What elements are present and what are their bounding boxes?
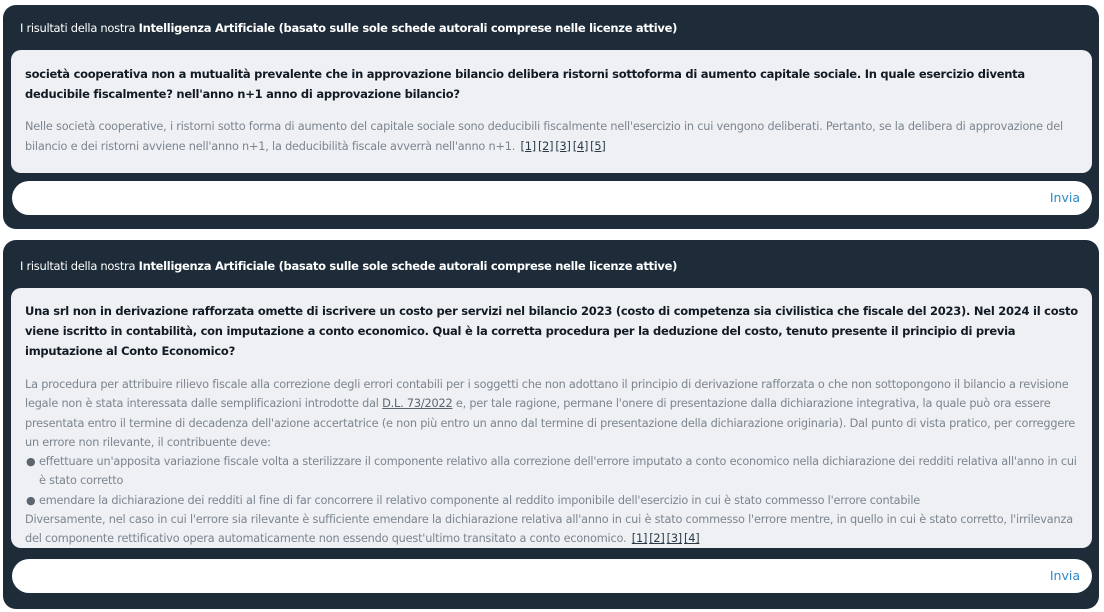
question-input[interactable]	[12, 559, 1092, 593]
reference-link-4[interactable]: [4]	[684, 532, 700, 546]
reference-link-5[interactable]: [5]	[590, 139, 606, 153]
answer-body: Nelle società cooperative, i ristorni sotto forma di aumento del capitale sociale sono deducibili fiscalmente nell'esercizio in cui vengono deliberati. Pertanto, se la delibera di approvazione del bilancio e dei ristorni avviene nell'anno n+1, la deducibilità fiscale avverrà nell'anno n+1.	[25, 120, 1063, 153]
answer-intro-continued: e, per tale ragione, permane l'onere di presentazione dalla dichiarazione integrativa, la quale può ora essere presentata entro il termine di decadenza dell'azione accertatrice (e non più entro un anno dal termine di presentazione della dichiarazione originaria). Dal punto di vista pratico, per correggere un errore non rilevante, il contribuente deve:	[25, 397, 1076, 449]
reference-link-2[interactable]: [2]	[537, 139, 554, 153]
bullet-icon: ●	[26, 493, 36, 507]
law-reference-link[interactable]: D.L. 73/2022	[382, 397, 453, 411]
panel-header-bold: Intelligenza Artificiale (basato sulle sole schede autorali comprese nelle licenze attive)	[138, 259, 678, 273]
send-button[interactable]: Invia	[1049, 190, 1080, 205]
panel-header-prefix: I risultati della nostra	[20, 21, 136, 35]
answer-text	[25, 375, 1080, 549]
list-item-text: emendare la dichiarazione dei redditi al fine di far concorrere il relativo componente al reddito imponibile dell'esercizio in cui è stato commesso l'errore contabile	[39, 493, 921, 507]
list-item-text: effettuare un'apposita variazione fiscale volta a sterilizzare il componente relativo alla correzione dell'errore imputato a conto economico nella dichiarazione dei redditi relativa all'anno in cui è stato corretto	[39, 455, 1077, 488]
panel-header-prefix: I risultati della nostra	[20, 259, 136, 273]
reference-link-1[interactable]: [1]	[631, 532, 648, 546]
answer-bullet-list	[25, 452, 1080, 510]
panel-header-bold: Intelligenza Artificiale (basato sulle sole schede autorali comprese nelle licenze attive)	[138, 21, 678, 35]
reference-link-3[interactable]: [3]	[555, 139, 571, 153]
reference-links	[519, 140, 606, 153]
question-input[interactable]	[12, 181, 1092, 215]
reference-link-3[interactable]: [3]	[666, 532, 683, 546]
answer-text	[25, 117, 1080, 156]
qa-card	[11, 50, 1092, 173]
question-text: Una srl non in derivazione rafforzata omette di iscrivere un costo per servizi nel bilancio 2023 (costo di competenza sia civilistica che fiscale del 2023). Nel 2024 il costo viene iscritto in contabilità, con imputazione a conto economico. Qual è la corretta procedura per la deduzione del costo, tenuto presente il principio di previa imputazione al Conto Economico?	[25, 304, 1078, 358]
reference-link-2[interactable]: [2]	[649, 532, 665, 546]
qa-card	[11, 288, 1092, 548]
ai-result-panel-1	[3, 5, 1099, 229]
ai-result-panel-2	[3, 240, 1099, 609]
reference-link-1[interactable]: [1]	[520, 139, 536, 153]
answer-intro: La procedura per attribuire rilievo fiscale alla correzione degli errori contabili per i soggetti che non adottano il principio di derivazione rafforzata o che non sottopongono il bilancio a revisione legale non è stata interessata dalle semplificazioni introdotte dal	[25, 378, 1069, 411]
answer-outro: Diversamente, nel caso in cui l'errore sia rilevante è sufficiente emendare la dichiarazione relativa all'anno in cui è stato commesso l'errore mentre, in quello in cui è stato corretto, l'irrilevanza del componente rettificativo opera automaticamente non essendo quest'ultimo transitato a conto economico.	[25, 513, 1073, 546]
list-item	[25, 491, 1080, 510]
panel-header	[20, 240, 677, 290]
list-item	[25, 452, 1080, 491]
reference-link-4[interactable]: [4]	[572, 139, 589, 153]
send-button[interactable]: Invia	[1049, 568, 1080, 583]
bullet-icon: ●	[26, 455, 36, 469]
reference-links	[630, 532, 700, 545]
panel-header	[20, 5, 677, 51]
question-text: società cooperativa non a mutualità prevalente che in approvazione bilancio delibera ristorni sottoforma di aumento capitale sociale. In quale esercizio diventa deducibile fiscalmente? nell'anno n+1 anno di approvazione bilancio?	[25, 67, 1025, 101]
